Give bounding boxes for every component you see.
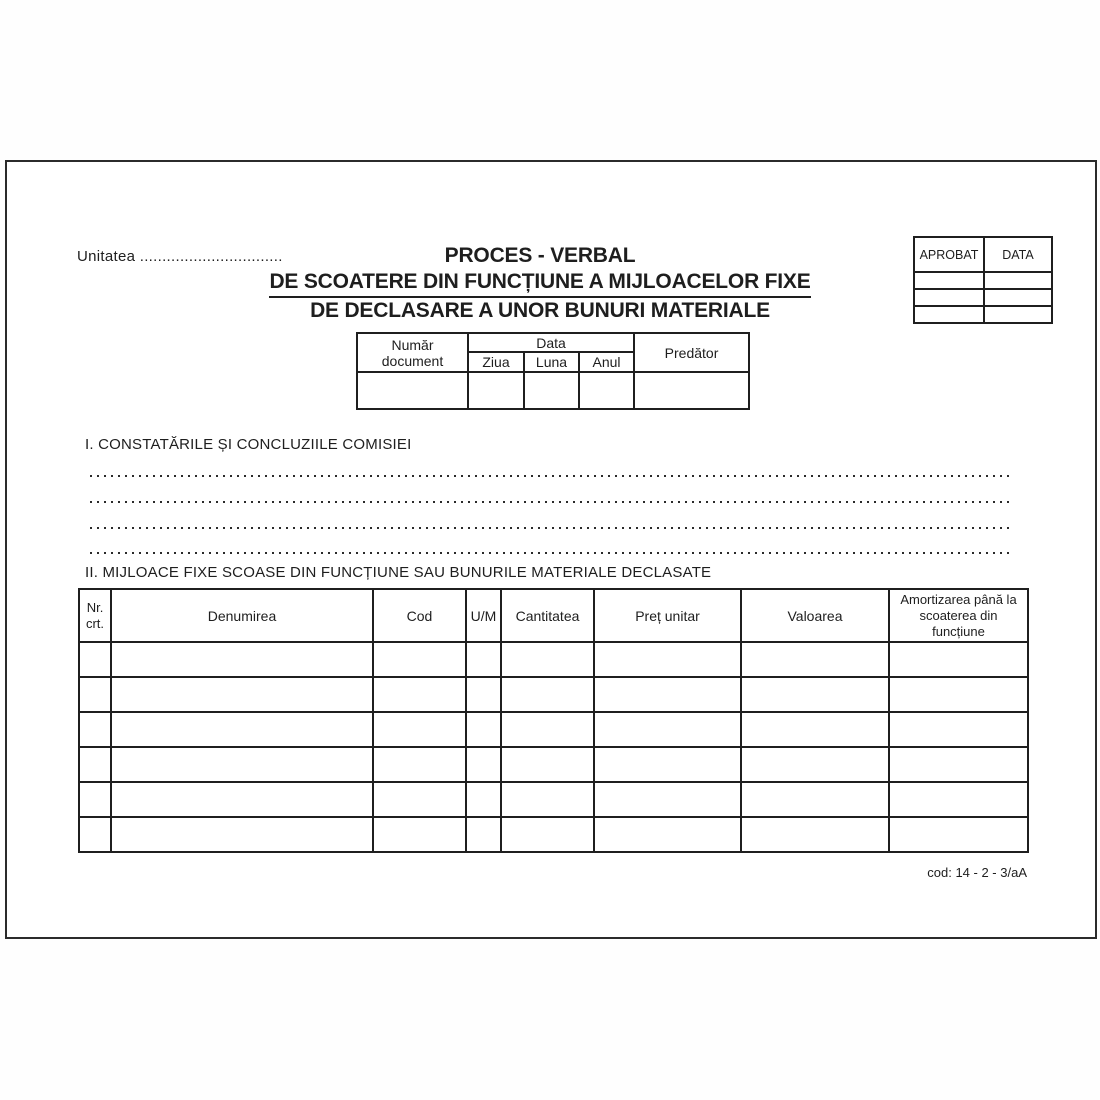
doc-col-ziua: Ziua	[468, 352, 524, 372]
empty-cell	[889, 642, 1028, 677]
table-row	[79, 782, 1028, 817]
doc-empty-row	[357, 372, 749, 409]
empty-cell	[501, 712, 594, 747]
empty-cell	[889, 817, 1028, 852]
doc-col-predator: Predător	[634, 333, 749, 372]
empty-cell	[111, 677, 373, 712]
empty-cell	[741, 642, 889, 677]
empty-cell	[741, 747, 889, 782]
title-line-1: PROCES - VERBAL	[444, 244, 636, 267]
table-row	[79, 712, 1028, 747]
empty-cell	[634, 372, 749, 409]
empty-cell	[984, 272, 1052, 289]
empty-cell	[466, 677, 501, 712]
empty-cell	[889, 747, 1028, 782]
empty-cell	[741, 817, 889, 852]
empty-cell	[79, 747, 111, 782]
empty-cell	[594, 677, 741, 712]
empty-cell	[79, 677, 111, 712]
approval-header-aprobat: APROBAT	[914, 237, 984, 272]
col-header-cantitatea: Cantitatea	[501, 589, 594, 642]
empty-cell	[501, 642, 594, 677]
empty-cell	[373, 642, 466, 677]
empty-cell	[111, 747, 373, 782]
writing-line	[90, 501, 1013, 503]
doc-col-numar-document: Număr document	[357, 333, 468, 372]
empty-cell	[111, 642, 373, 677]
col-header-denumirea: Denumirea	[111, 589, 373, 642]
empty-cell	[984, 289, 1052, 306]
doc-col-data: Data	[468, 333, 634, 352]
col-header-um: U/M	[466, 589, 501, 642]
empty-cell	[984, 306, 1052, 323]
empty-cell	[373, 712, 466, 747]
empty-cell	[373, 782, 466, 817]
table-row	[79, 817, 1028, 852]
empty-cell	[466, 642, 501, 677]
col-header-cod: Cod	[373, 589, 466, 642]
empty-cell	[373, 817, 466, 852]
empty-cell	[914, 289, 984, 306]
empty-cell	[594, 642, 741, 677]
approval-empty-row	[914, 306, 1052, 323]
empty-cell	[501, 817, 594, 852]
empty-cell	[111, 782, 373, 817]
empty-cell	[79, 817, 111, 852]
empty-cell	[79, 782, 111, 817]
empty-cell	[889, 712, 1028, 747]
empty-cell	[594, 712, 741, 747]
table-row	[79, 642, 1028, 677]
col-header-amortizarea: Amortizarea până la scoaterea din funcțiune	[889, 589, 1028, 642]
empty-cell	[373, 747, 466, 782]
empty-cell	[914, 306, 984, 323]
writing-line	[90, 527, 1013, 529]
empty-cell	[468, 372, 524, 409]
table-row	[79, 747, 1028, 782]
col-header-nr-crt: Nr. crt.	[79, 589, 111, 642]
empty-cell	[357, 372, 468, 409]
main-table	[78, 588, 1029, 853]
empty-cell	[524, 372, 579, 409]
empty-cell	[741, 677, 889, 712]
approval-empty-row	[914, 272, 1052, 289]
empty-cell	[594, 817, 741, 852]
empty-cell	[111, 712, 373, 747]
document-info-table	[356, 332, 750, 410]
unit-label: Unitatea ................................	[77, 248, 283, 265]
empty-cell	[501, 747, 594, 782]
table-row	[79, 677, 1028, 712]
empty-cell	[466, 817, 501, 852]
col-header-valoarea: Valoarea	[741, 589, 889, 642]
approval-table	[913, 236, 1053, 324]
approval-empty-row	[914, 289, 1052, 306]
empty-cell	[466, 782, 501, 817]
title-line-2: DE SCOATERE DIN FUNCȚIUNE A MIJLOACELOR FIXE	[240, 269, 840, 298]
form-code-note: cod: 14 - 2 - 3/aA	[927, 865, 1027, 880]
empty-cell	[79, 712, 111, 747]
empty-cell	[79, 642, 111, 677]
empty-cell	[889, 677, 1028, 712]
writing-line	[90, 475, 1013, 477]
empty-cell	[594, 782, 741, 817]
empty-cell	[914, 272, 984, 289]
section-1-heading: I. CONSTATĂRILE ȘI CONCLUZIILE COMISIEI	[85, 436, 412, 453]
empty-cell	[466, 712, 501, 747]
approval-header-data: DATA	[984, 237, 1052, 272]
writing-line	[90, 552, 1013, 554]
form-title	[240, 243, 840, 324]
empty-cell	[594, 747, 741, 782]
empty-cell	[741, 782, 889, 817]
title-line-3: DE DECLASARE A UNOR BUNURI MATERIALE	[310, 299, 770, 322]
main-table-header-row	[79, 589, 1028, 642]
empty-cell	[466, 747, 501, 782]
page-frame	[5, 160, 1097, 939]
col-header-pret-unitar: Preț unitar	[594, 589, 741, 642]
doc-col-anul: Anul	[579, 352, 634, 372]
empty-cell	[373, 677, 466, 712]
doc-col-luna: Luna	[524, 352, 579, 372]
empty-cell	[501, 677, 594, 712]
section-2-heading: II. MIJLOACE FIXE SCOASE DIN FUNCȚIUNE SAU BUNURILE MATERIALE DECLASATE	[85, 564, 712, 581]
empty-cell	[111, 817, 373, 852]
empty-cell	[741, 712, 889, 747]
empty-cell	[889, 782, 1028, 817]
empty-cell	[501, 782, 594, 817]
empty-cell	[579, 372, 634, 409]
